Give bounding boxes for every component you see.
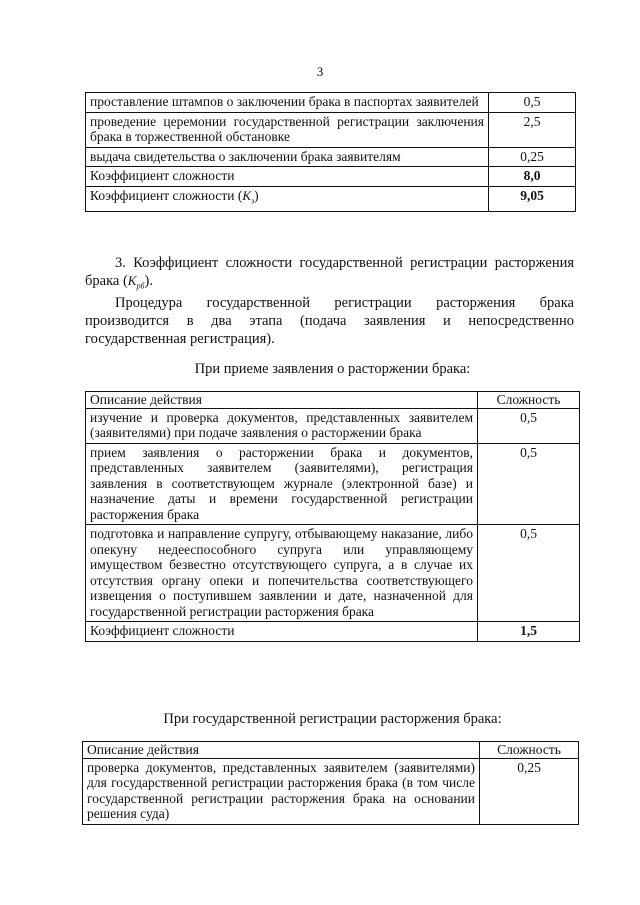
table-row xyxy=(86,525,580,622)
table-row xyxy=(86,622,580,642)
complexity-value: 0,25 xyxy=(480,758,579,824)
table-row xyxy=(86,112,576,147)
application-stage-heading: При приеме заявления о расторжении брака: xyxy=(194,361,471,377)
application-stage-table xyxy=(85,391,580,642)
column-header-complexity: Сложность xyxy=(480,742,579,759)
table-row xyxy=(86,443,580,525)
coefficient-value: 8,0 xyxy=(489,167,576,187)
action-description: проверка документов, представленных заявителем (заявителями) для государственной регистрации расторжения брака (в том числе государственной регистрации расторжения брака на основании решения суда) xyxy=(83,758,480,824)
registration-stage-table xyxy=(82,741,579,825)
total-coefficient-label: Коэффициент сложности $(K_з)$ xyxy=(86,186,489,211)
table-row xyxy=(86,186,576,211)
column-header-description: Описание действия xyxy=(86,392,478,409)
marriage-registration-table-continued xyxy=(85,92,576,212)
action-description: изучение и проверка документов, представленных заявителем (заявителями) при подаче заявления о расторжении брака xyxy=(86,408,478,443)
complexity-value: 0,25 xyxy=(489,147,576,167)
table-row xyxy=(83,758,579,824)
total-coefficient-value: 9,05 xyxy=(489,186,576,211)
action-description: выдача свидетельства о заключении брака заявителям xyxy=(86,147,489,167)
table-row xyxy=(86,167,576,187)
coefficient-label: Коэффициент сложности xyxy=(86,622,478,642)
section-3-title: 3. Коэффициент сложности государственной регистрации расторжения брака $(K_{рб})$. xyxy=(85,255,575,291)
registration-stage-heading: При государственной регистрации расторжения брака: xyxy=(163,711,502,727)
complexity-value: 0,5 xyxy=(478,525,580,622)
action-description: прием заявления о расторжении брака и документов, представленных заявителем (заявителями), регистрация заявления в соответствующем журнале (электронной базе) и назначение даты и времени государственной регистрации расторжения брака xyxy=(86,443,478,525)
action-description: проведение церемонии государственной регистрации заключения брака в торжественной обстановке xyxy=(86,112,489,147)
action-description: проставление штампов о заключении брака в паспортах заявителей xyxy=(86,93,489,113)
table-row xyxy=(86,408,580,443)
complexity-value: 0,5 xyxy=(478,408,580,443)
coefficient-value: 1,5 xyxy=(478,622,580,642)
action-description: подготовка и направление супругу, отбывающему наказание, либо опекуну недееспособного супруга или управляющему имуществом безвестно отсутствующего супруга, а в случае их отсутствия органу опеки и попечительства соответствующего извещения о поступившем заявлении и дате, назначенной для государственной регистрации расторжения брака xyxy=(86,525,478,622)
procedure-paragraph: Процедура государственной регистрации расторжения брака производится в два этапа (подача заявления и непосредственно государственная регистрация). xyxy=(85,295,574,347)
column-header-complexity: Сложность xyxy=(478,392,580,409)
table-row xyxy=(86,147,576,167)
column-header-description: Описание действия xyxy=(83,742,480,759)
coefficient-label: Коэффициент сложности xyxy=(86,167,489,187)
complexity-value: 2,5 xyxy=(489,112,576,147)
table-header-row xyxy=(86,392,580,409)
table-row xyxy=(86,93,576,113)
page-number: 3 xyxy=(316,64,324,79)
table-header-row xyxy=(83,742,579,759)
complexity-value: 0,5 xyxy=(478,443,580,525)
complexity-value: 0,5 xyxy=(489,93,576,113)
